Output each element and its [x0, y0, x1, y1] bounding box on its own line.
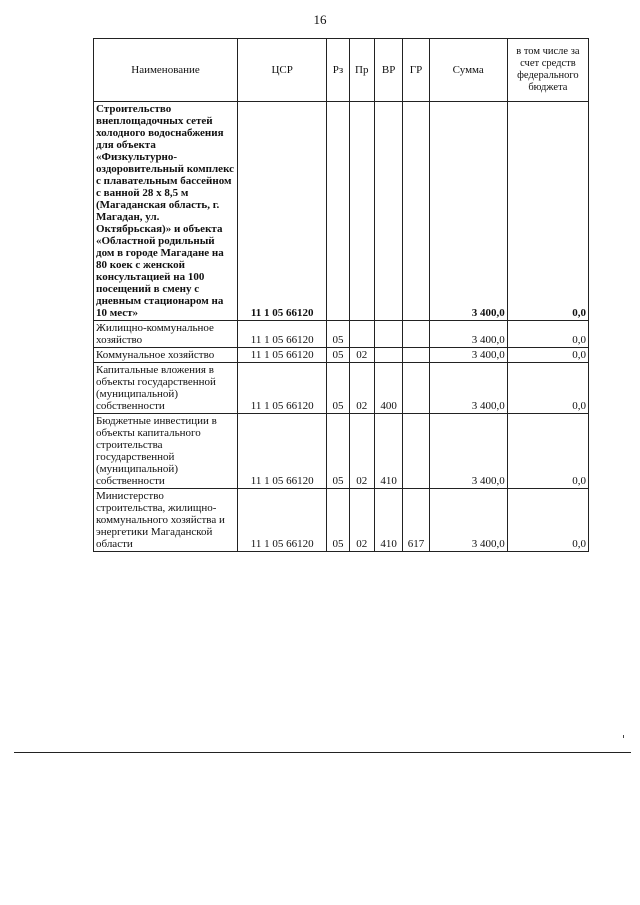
row-federal: 0,0 [507, 348, 588, 363]
header-gr: ГР [403, 39, 429, 102]
row-pr: 02 [349, 363, 374, 414]
header-name: Наименование [94, 39, 238, 102]
row-pr: 02 [349, 489, 374, 552]
row-gr [403, 321, 429, 348]
table-row [94, 102, 589, 321]
row-pr [349, 321, 374, 348]
row-sum: 3 400,0 [429, 414, 507, 489]
row-pr: 02 [349, 348, 374, 363]
row-rz: 05 [327, 348, 349, 363]
table-row [94, 348, 589, 363]
row-federal: 0,0 [507, 363, 588, 414]
row-name: Коммунальное хозяйство [94, 348, 238, 363]
row-vr: 410 [374, 489, 402, 552]
row-vr [374, 348, 402, 363]
budget-table [93, 38, 589, 552]
table-row [94, 414, 589, 489]
row-gr [403, 348, 429, 363]
row-gr [403, 363, 429, 414]
header-vr: ВР [374, 39, 402, 102]
row-name: Бюджетные инвестиции в объекты капитального строительства государственной (муниципальной) собственности [94, 414, 238, 489]
row-gr: 617 [403, 489, 429, 552]
header-row [94, 39, 589, 102]
row-name: Строительство внеплощадочных сетей холодного водоснабжения для объекта «Физкультурно-оздоровительный комплекс с плавательным бассейном с ванной 28 х 8,5 м (Магаданская область, г. Магадан, ул. Октябрьская)» и объекта «Областной родильный дом в городе Магадане на 80 коек с женской консультацией на 100 посещений в смену с дневным стационаром на 10 мест» [94, 102, 238, 321]
row-federal: 0,0 [507, 321, 588, 348]
row-federal: 0,0 [507, 102, 588, 321]
row-name: Министерство строительства, жилищно-коммунального хозяйства и энергетики Магаданской области [94, 489, 238, 552]
header-csr: ЦСР [238, 39, 327, 102]
row-vr [374, 321, 402, 348]
row-vr [374, 102, 402, 321]
row-csr: 11 1 05 66120 [238, 321, 327, 348]
row-vr: 410 [374, 414, 402, 489]
row-pr: 02 [349, 414, 374, 489]
row-rz: 05 [327, 363, 349, 414]
row-name: Жилищно-коммунальное хозяйство [94, 321, 238, 348]
row-csr: 11 1 05 66120 [238, 489, 327, 552]
table-row [94, 363, 589, 414]
table-row [94, 489, 589, 552]
row-pr [349, 102, 374, 321]
row-sum: 3 400,0 [429, 348, 507, 363]
row-sum: 3 400,0 [429, 363, 507, 414]
row-federal: 0,0 [507, 489, 588, 552]
scan-mark [623, 735, 624, 738]
page-number: 16 [313, 12, 327, 27]
row-rz: 05 [327, 321, 349, 348]
row-rz: 05 [327, 489, 349, 552]
row-sum: 3 400,0 [429, 321, 507, 348]
row-federal: 0,0 [507, 414, 588, 489]
header-federal: в том числе за счет средств федерального бюджета [507, 39, 588, 102]
row-name: Капитальные вложения в объекты государственной (муниципальной) собственности [94, 363, 238, 414]
row-csr: 11 1 05 66120 [238, 414, 327, 489]
row-sum: 3 400,0 [429, 102, 507, 321]
row-gr [403, 414, 429, 489]
page-divider [14, 752, 631, 753]
row-rz: 05 [327, 414, 349, 489]
row-csr: 11 1 05 66120 [238, 102, 327, 321]
row-csr: 11 1 05 66120 [238, 363, 327, 414]
row-gr [403, 102, 429, 321]
header-pr: Пр [349, 39, 374, 102]
row-rz [327, 102, 349, 321]
header-rz: Рз [327, 39, 349, 102]
header-sum: Сумма [429, 39, 507, 102]
row-sum: 3 400,0 [429, 489, 507, 552]
table-row [94, 321, 589, 348]
row-csr: 11 1 05 66120 [238, 348, 327, 363]
row-vr: 400 [374, 363, 402, 414]
